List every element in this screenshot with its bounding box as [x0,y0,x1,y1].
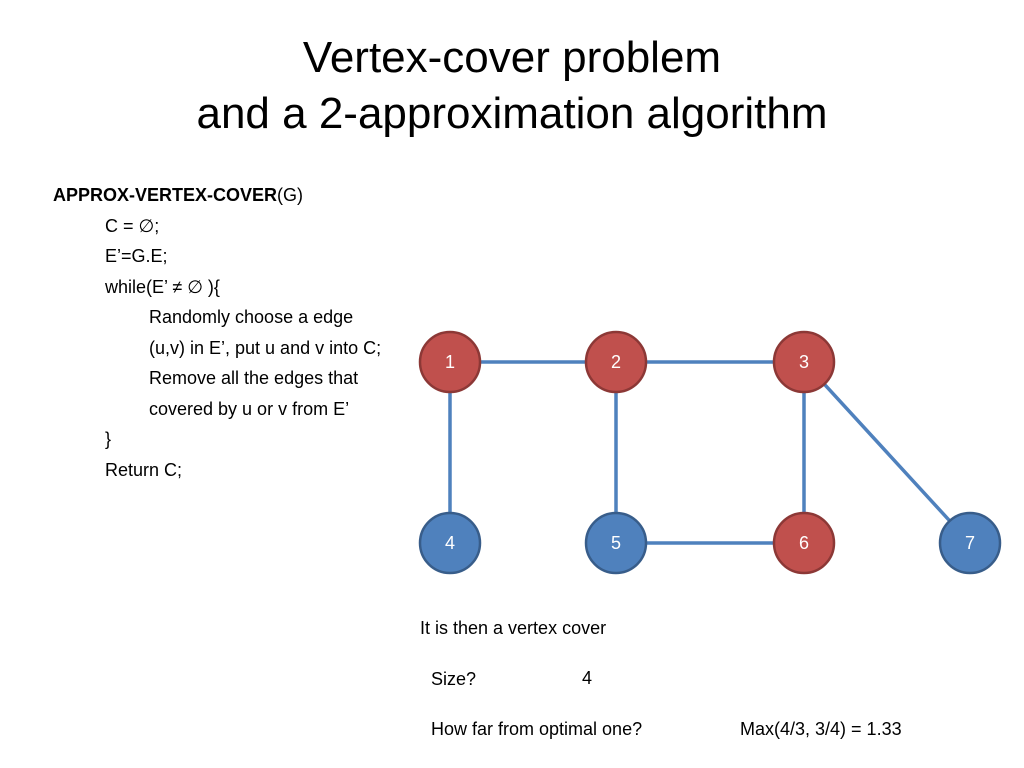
algorithm-line-choose-edge: Randomly choose a edge (u,v) in E’, put u and v into C; [149,307,382,358]
graph-nodes [420,332,1000,573]
vertex-label: 4 [444,533,456,553]
vertex-label: 2 [610,352,622,372]
title-line-2: and a 2-approximation algorithm [196,89,828,138]
algorithm-line-while: while(E’ ≠ ∅ ){ [105,276,220,297]
title-line-1: Vertex-cover problem [302,33,722,82]
vertex-label: 6 [798,533,810,553]
vertex-label: 1 [444,352,456,372]
vertex-cover-statement: It is then a vertex cover [420,618,607,638]
algorithm-arg: (G) [277,185,304,205]
vertex-4 [420,513,480,573]
vertex-label: 7 [964,533,976,553]
vertex-3-in-cover [774,332,834,392]
vertex-5 [586,513,646,573]
optimality-answer: Max(4/3, 3/4) = 1.33 [740,719,902,739]
algorithm-name: APPROX-VERTEX-COVER [53,185,278,205]
vertex-2-in-cover [586,332,646,392]
vertex-label: 3 [798,352,810,372]
vertex-1-in-cover [420,332,480,392]
algorithm-line-close-brace: } [105,429,112,449]
algorithm-line-init-c: C = ∅; [105,215,160,236]
vertex-7 [940,513,1000,573]
algorithm-line-return: Return C; [105,459,183,480]
size-answer: 4 [582,668,593,688]
algorithm-line-remove-edges: Remove all the edges that covered by u or v from E’ [149,368,359,419]
edge-3-7 [804,362,970,543]
algorithm-line-init-e: E’=G.E; [105,246,168,266]
graph-edges [450,362,970,543]
vertex-label: 5 [610,533,622,553]
optimality-question: How far from optimal one? [431,719,643,739]
size-question: Size? [431,669,477,689]
vertex-6-in-cover [774,513,834,573]
